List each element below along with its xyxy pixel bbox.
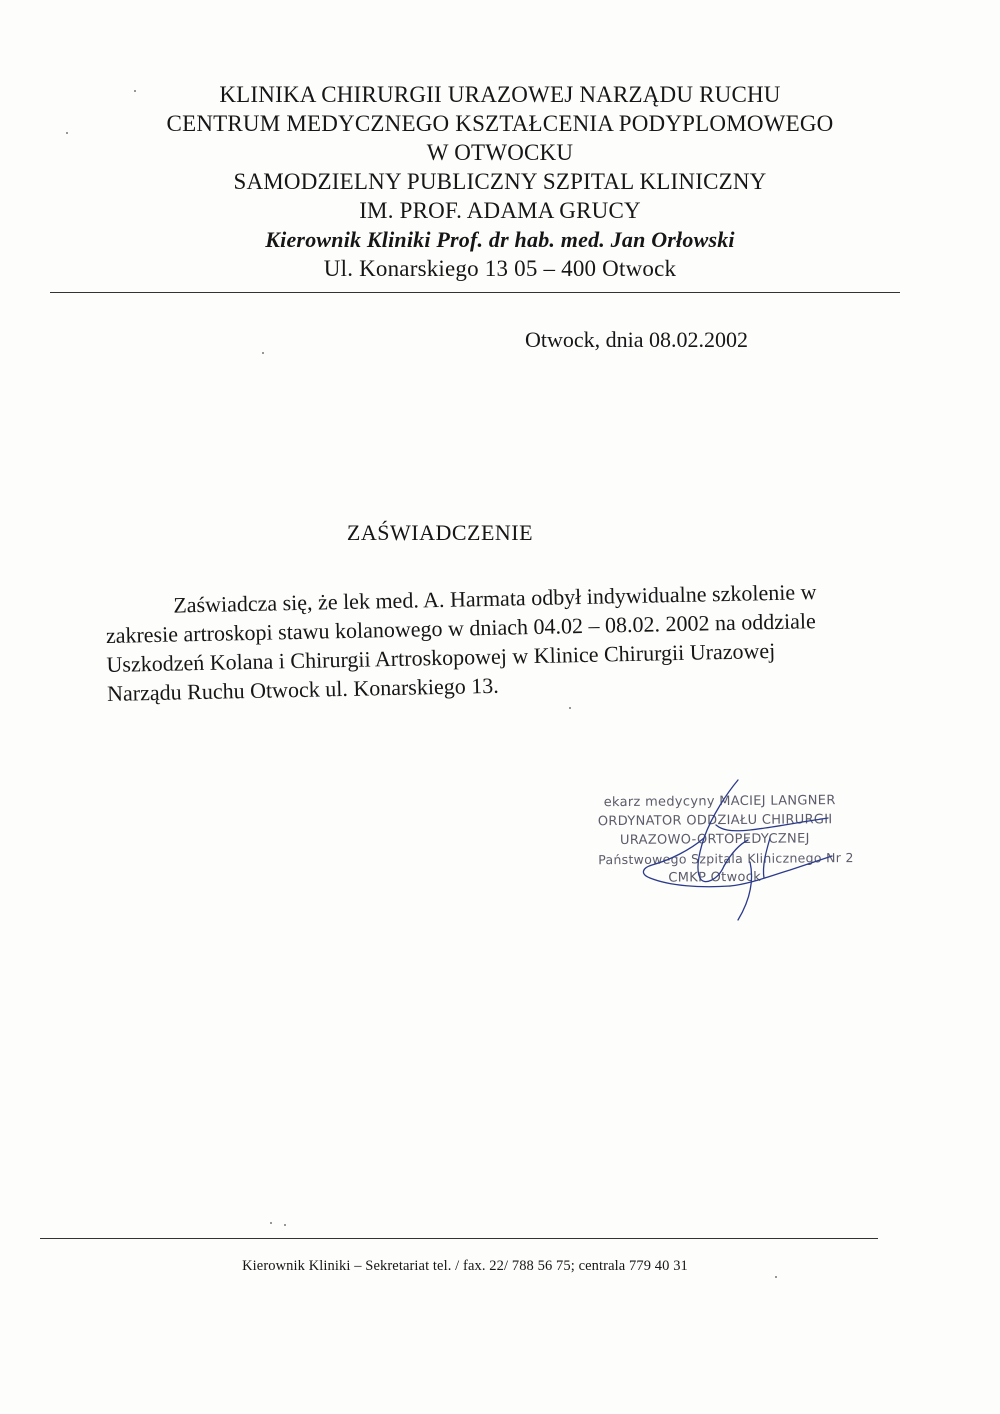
scan-speck: [262, 352, 264, 354]
stamp-line-city: CMKP Otwock: [668, 869, 762, 886]
stamp-line-hospital: Państwowego Szpitala Klinicznego Nr 2: [598, 849, 854, 868]
letterhead-line-clinic: KLINIKA CHIRURGII URAZOWEJ NARZĄDU RUCHU: [219, 82, 781, 107]
stamp-line-department: URAZOWO-ORTOPEDYCZNEJ: [619, 831, 810, 849]
stamp-line-name: ekarz medycyny MACIEJ LANGNER: [603, 793, 836, 811]
letterhead-line-head: Kierownik Kliniki Prof. dr hab. med. Jan Orłowski: [265, 227, 735, 252]
letterhead-line-address: Ul. Konarskiego 13 05 – 400 Otwock: [323, 256, 677, 281]
handwritten-signature: [597, 770, 900, 930]
scan-speck: [775, 1276, 777, 1278]
letterhead-line-city: W OTWOCKU: [426, 140, 574, 165]
body-line: Zaświadcza się, że lek med. A. Harmata odbył indywidualne szkolenie w: [173, 579, 817, 618]
letterhead-line-center: CENTRUM MEDYCZNEGO KSZTAŁCENIA PODYPLOMOWEGO: [166, 111, 834, 136]
header-divider: [50, 292, 900, 293]
scan-speck: [270, 1222, 272, 1224]
body-line: Uszkodzeń Kolana i Chirurgii Artroskopowej w Klinice Chirurgii Urazowej: [106, 637, 776, 677]
scan-speck: [569, 707, 571, 709]
scan-speck: [284, 1224, 286, 1226]
footer-contact: Kierownik Kliniki – Sekretariat tel. / fax. 22/ 788 56 75; centrala 779 40 31: [242, 1258, 688, 1274]
scan-speck: [134, 90, 136, 92]
scan-speck: [66, 132, 68, 134]
body-line: Narządu Ruchu Otwock ul. Konarskiego 13.: [106, 672, 499, 706]
body-line: zakresie artroskopi stawu kolanowego w dniach 04.02 – 08.02. 2002 na oddziale: [105, 608, 816, 648]
letterhead-line-patron: IM. PROF. ADAMA GRUCY: [359, 198, 641, 223]
stamp-line-position: ORDYNATOR ODDZIAŁU CHIRURGII: [597, 812, 833, 830]
certificate-body: [105, 576, 867, 708]
letterhead: [0, 80, 1000, 283]
footer-divider: [40, 1238, 878, 1239]
document-date: Otwock, dnia 08.02.2002: [525, 327, 749, 352]
document-title: ZAŚWIADCZENIE: [346, 520, 534, 545]
letterhead-line-hospital: SAMODZIELNY PUBLICZNY SZPITAL KLINICZNY: [233, 169, 767, 194]
